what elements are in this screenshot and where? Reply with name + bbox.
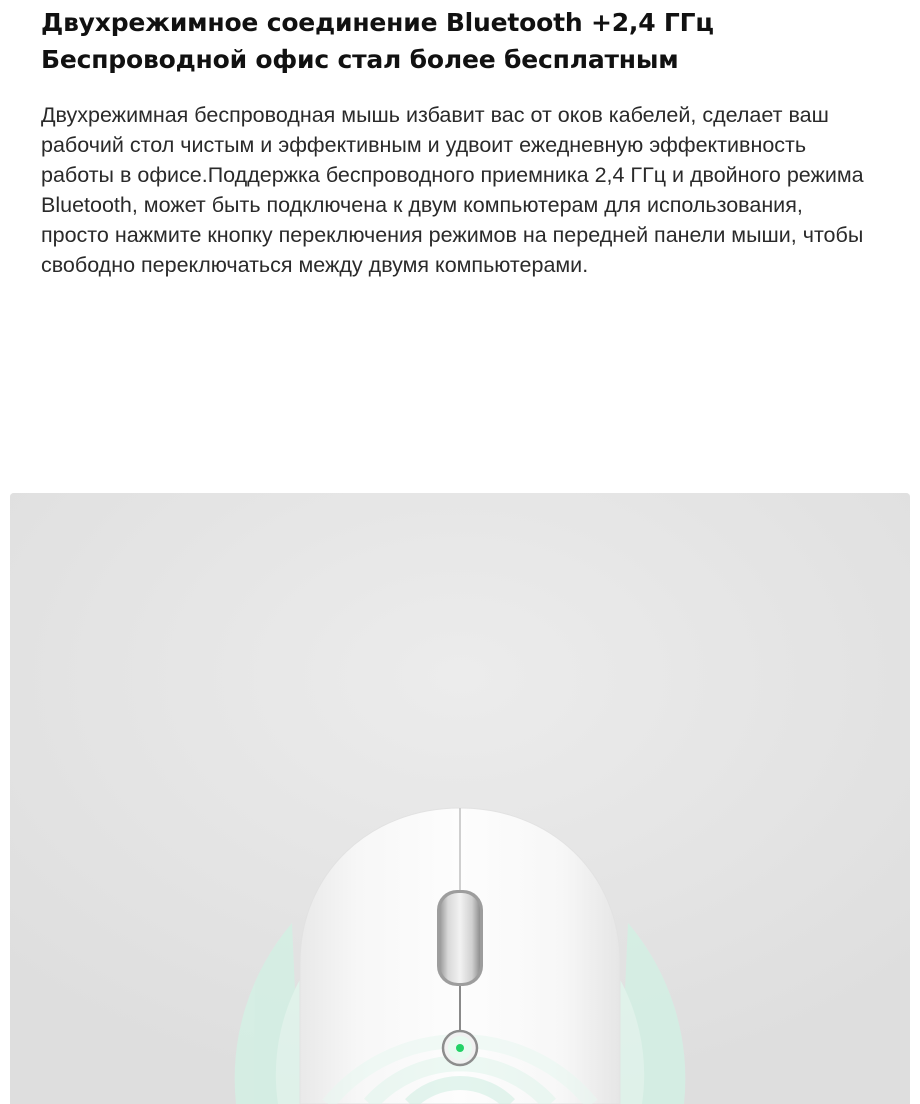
mouse-illustration	[10, 493, 910, 1104]
feature-heading-line-2: Беспроводной офис стал более бесплатным	[41, 45, 679, 74]
product-feature-section	[41, 0, 881, 280]
scroll-wheel-icon	[437, 890, 483, 986]
feature-heading-line-1: Двухрежимное соединение Bluetooth +2,4 ГГц	[41, 8, 714, 37]
led-indicator-icon	[456, 1044, 464, 1052]
product-image-mouse	[10, 493, 910, 1104]
feature-description: Двухрежимная беспроводная мышь избавит вас от оков кабелей, сделает ваш рабочий стол чистым и эффективным и удвоит ежедневную эффективность работы в офисе.Поддержка беспроводного приемника 2,4 ГГц и двойного режима Bluetooth, может быть подключена к двум компьютерам для использования, просто нажмите кнопку переключения режимов на передней панели мыши, чтобы свободно переключаться между двумя компьютерами.	[41, 103, 864, 277]
feature-heading	[41, 4, 881, 78]
mode-switch-button	[443, 1031, 477, 1065]
